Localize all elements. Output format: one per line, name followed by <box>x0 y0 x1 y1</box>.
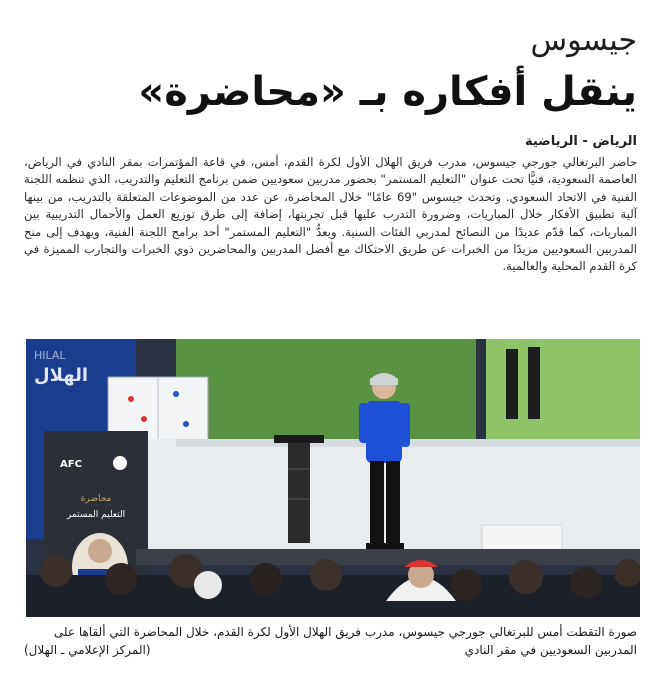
banner-logo: AFC <box>60 459 82 470</box>
wall-text-latin: HILAL <box>34 349 66 362</box>
wall-text: الهلال <box>34 365 89 386</box>
article-headline: ينقل أفكاره بـ «محاضرة» <box>138 69 637 115</box>
banner-subtitle: التعليم المستمر <box>66 510 126 520</box>
caption-text: صورة التقطت أمس للبرتغالي جورجي جيسوس، مدرب فريق الهلال الأول لكرة القدم، خلال المحاضرة التي ألقاها على المدربين السعوديين في مقر النادي <box>53 625 637 657</box>
article-body: حاضر البرتغالي جورجي جيسوس، مدرب فريق الهلال الأول لكرة القدم، أمس، في قاعة المؤتمرات بمقر النادي في الرياض، العاصمة السعودية، فنيًّا تحت عنوان "التعليم المستمر" بحضور مدربين سعوديين ضمن برنامج التعليم والتدريب، الذي تنظمه اللجنة الفنية في الاتحاد السعودي. وتحدث جيسوس "69 عامًا" خلال المحاضرة، عن عدد من الموضوعات المتعلقة بالتدريب، من بينها آلية تطبيق الأفكار خلال المباريات، وضرورة التدرب عليها قبل تجربتها، إضافة إلى طرق توزيع العمل والأحمال التدريبية بين المباريات، كما قدّم عديدًا من النصائح لمدربي الفئات السنية. ويعدُّ "التعليم المستمر" أحد برامج اللجنة الفنية، ويهدف إلى منح المدربين السعوديين مزيدًا من الخبرات عن طريق الاحتكاك مع أفضل المدربين والمحاضرين ذوي الخبرات والتجارب المميزة في كرة القدم المحلية والعالمية. <box>24 155 637 274</box>
article-kicker: جيسوس <box>530 23 637 58</box>
article-photo <box>26 339 640 617</box>
photo-caption <box>24 623 637 659</box>
article-byline: الرياض - الرياضية <box>524 134 637 149</box>
caption-credit: (المركز الإعلامي ـ الهلال) <box>24 643 151 657</box>
lecture-scene <box>26 339 640 617</box>
banner-title: محاضرة <box>80 494 112 504</box>
podium <box>288 443 310 543</box>
podium-top <box>274 435 324 443</box>
